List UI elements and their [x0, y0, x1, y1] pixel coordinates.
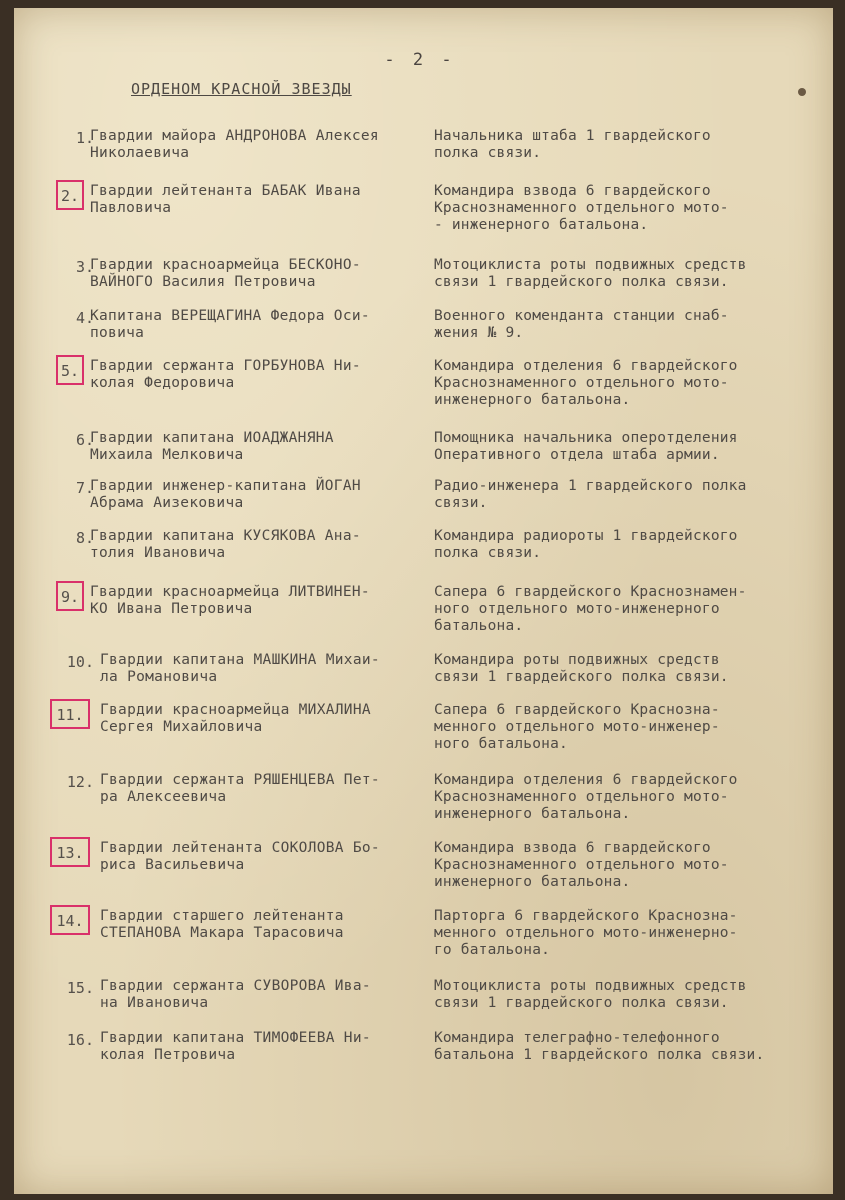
recipient-position: Военного коменданта станции снаб- жения № 9.: [434, 308, 729, 341]
recipient-name: Гвардии капитана МАШКИНА Михаи- ла Романовича: [100, 652, 380, 685]
entry-number: 12.: [66, 773, 94, 791]
recipient-name: Гвардии лейтенанта БАБАК Ивана Павловича: [90, 183, 361, 216]
list-item: [0, 528, 845, 586]
page-number: - 2 -: [384, 50, 456, 70]
entry-number: 13.: [50, 837, 90, 867]
entry-number: 9.: [56, 581, 84, 611]
list-item: [0, 183, 845, 241]
recipient-name: Гвардии майора АНДРОНОВА Алексея Николаевича: [90, 128, 379, 161]
recipient-name: Гвардии капитана ТИМОФЕЕВА Ни- колая Петровича: [100, 1030, 371, 1063]
recipient-position: Командира отделения 6 гвардейского Краснознаменного отдельного мото- инженерного батальона.: [434, 772, 738, 822]
entry-number: 7.: [75, 479, 94, 497]
recipient-name: Гвардии красноармейца БЕСКОНО- ВАЙНОГО Василия Петровича: [90, 257, 361, 290]
recipient-position: Помощника начальника оперотделения Оперативного отдела штаба армии.: [434, 430, 738, 463]
entry-number: 14.: [50, 905, 90, 935]
recipient-position: Командира взвода 6 гвардейского Краснознаменного отдельного мото- - инженерного батальона.: [434, 183, 729, 233]
recipient-name: Гвардии капитана КУСЯКОВА Ана- толия Ивановича: [90, 528, 361, 561]
entry-number: 15.: [66, 979, 94, 997]
recipient-name: Гвардии лейтенанта СОКОЛОВА Бо- риса Васильевича: [100, 840, 380, 873]
recipient-name: Гвардии старшего лейтенанта СТЕПАНОВА Макара Тарасовича: [100, 908, 344, 941]
entry-number: 3.: [75, 258, 94, 276]
list-item: [0, 1030, 845, 1088]
list-item: [0, 358, 845, 416]
entry-number: 2.: [56, 180, 84, 210]
entry-number: 16.: [66, 1031, 94, 1049]
entry-number: 11.: [50, 699, 90, 729]
recipient-name: Гвардии красноармейца ЛИТВИНЕН- КО Ивана Петровича: [90, 584, 370, 617]
entry-number: 10.: [66, 653, 94, 671]
recipient-position: Командира взвода 6 гвардейского Краснознаменного отдельного мото- инженерного батальона.: [434, 840, 729, 890]
recipient-position: Мотоциклиста роты подвижных средств связи 1 гвардейского полка связи.: [434, 257, 747, 290]
recipient-position: Радио-инженера 1 гвардейского полка связи.: [434, 478, 747, 511]
list-item: [0, 128, 845, 186]
recipient-position: Командира радиороты 1 гвардейского полка связи.: [434, 528, 738, 561]
list-item: [0, 702, 845, 760]
award-heading: ОРДЕНОМ КРАСНОЙ ЗВЕЗДЫ: [131, 80, 352, 98]
recipient-position: Командира телеграфно-телефонного батальона 1 гвардейского полка связи.: [434, 1030, 765, 1063]
recipient-name: Гвардии сержанта ГОРБУНОВА Ни- колая Федоровича: [90, 358, 361, 391]
recipient-name: Гвардии сержанта РЯШЕНЦЕВА Пет- ра Алексеевича: [100, 772, 380, 805]
recipient-name: Гвардии сержанта СУВОРОВА Ива- на Ивановича: [100, 978, 371, 1011]
entry-number: 6.: [75, 431, 94, 449]
list-item: [0, 840, 845, 898]
entry-number: 8.: [75, 529, 94, 547]
recipient-name: Гвардии красноармейца МИХАЛИНА Сергея Михайловича: [100, 702, 371, 735]
recipient-position: Сапера 6 гвардейского Краснознамен- ного отдельного мото-инженерного батальона.: [434, 584, 747, 634]
recipient-position: Командира отделения 6 гвардейского Краснознаменного отдельного мото- инженерного батальона.: [434, 358, 738, 408]
entry-number: 1.: [75, 129, 94, 147]
entry-number: 5.: [56, 355, 84, 385]
recipient-position: Мотоциклиста роты подвижных средств связи 1 гвардейского полка связи.: [434, 978, 747, 1011]
list-item: [0, 772, 845, 830]
recipient-position: Парторга 6 гвардейского Краснозна- менного отдельного мото-инженерно- го батальона.: [434, 908, 738, 958]
list-item: [0, 257, 845, 315]
recipient-name: Капитана ВЕРЕЩАГИНА Федора Оси- повича: [90, 308, 370, 341]
recipient-name: Гвардии капитана ИОАДЖАНЯНА Михаила Мелковича: [90, 430, 334, 463]
list-item: [0, 978, 845, 1036]
recipient-position: Командира роты подвижных средств связи 1 гвардейского полка связи.: [434, 652, 729, 685]
list-item: [0, 584, 845, 642]
list-item: [0, 908, 845, 966]
recipient-position: Начальника штаба 1 гвардейского полка связи.: [434, 128, 711, 161]
recipient-name: Гвардии инженер-капитана ЙОГАН Абрама Аизековича: [90, 478, 361, 511]
entry-number: 4.: [75, 309, 94, 327]
recipient-position: Сапера 6 гвардейского Краснозна- менного отдельного мото-инженер- ного батальона.: [434, 702, 720, 752]
